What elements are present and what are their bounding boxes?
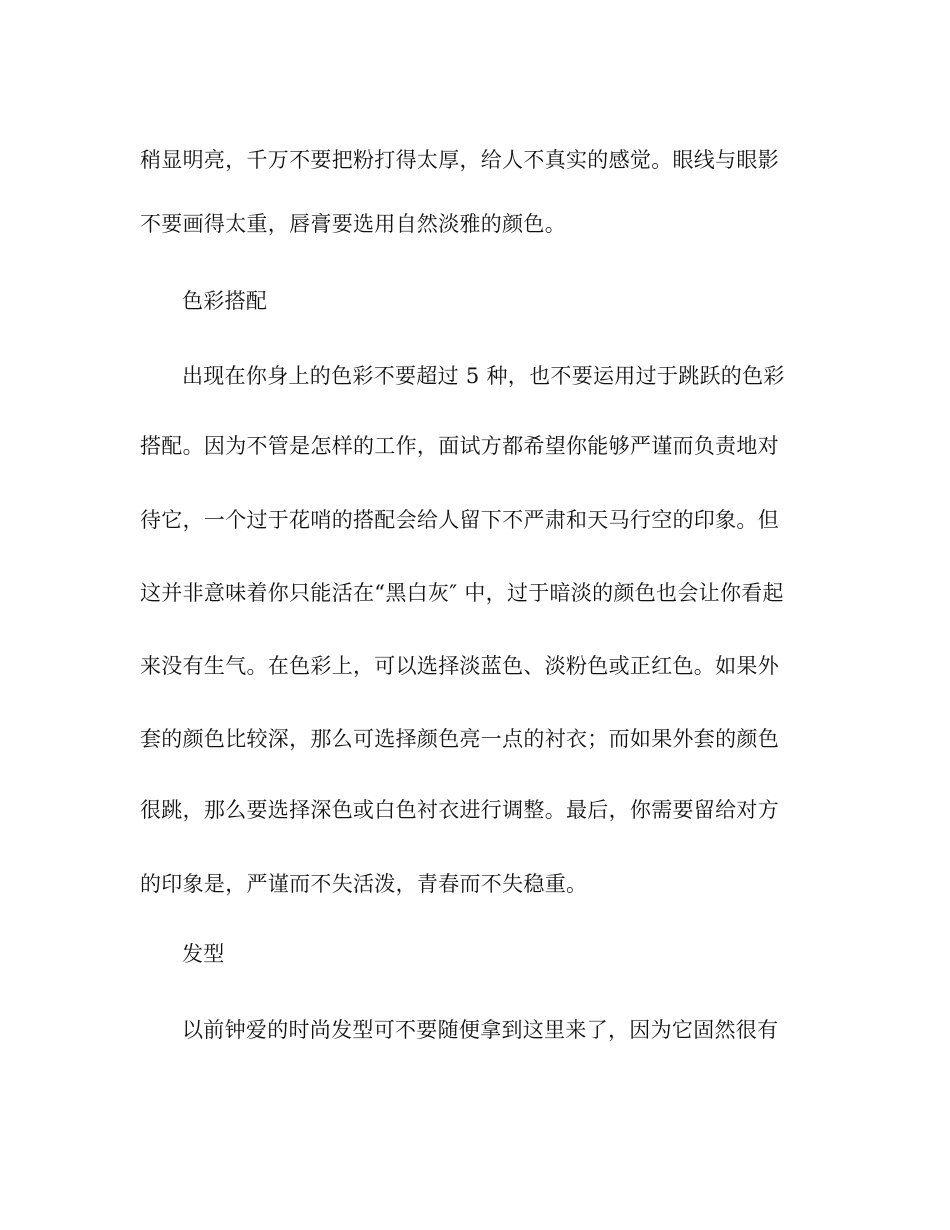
paragraph-line: 不要画得太重，唇膏要选用自然淡雅的颜色。 <box>140 212 566 236</box>
paragraph-line: 的印象是，严谨而不失活泼，青春而不失稳重。 <box>140 872 588 896</box>
paragraph-line: 出现在你身上的色彩不要超过 5 种，也不要运用过于跳跃的色彩 <box>182 364 785 388</box>
paragraph-line: 这并非意味着你只能活在“黑白灰″ 中，过于暗淡的颜色也会让你看起 <box>140 581 784 605</box>
paragraph-line: 套的颜色比较深，那么可选择颜色亮一点的衬衣；而如果外套的颜色 <box>140 727 779 751</box>
paragraph-line: 搭配。因为不管是怎样的工作，面试方都希望你能够严谨而负责地对 <box>140 434 779 458</box>
paragraph-line: 来没有生气。在色彩上，可以选择淡蓝色、淡粉色或正红色。如果外 <box>140 654 779 678</box>
paragraph-line: 待它，一个过于花哨的搭配会给人留下不严肃和天马行空的印象。但 <box>140 508 779 532</box>
section-heading: 发型 <box>182 942 225 966</box>
paragraph-line: 稍显明亮，千万不要把粉打得太厚，给人不真实的感觉。眼线与眼影 <box>140 148 779 172</box>
paragraph-line: 以前钟爱的时尚发型可不要随便拿到这里来了，因为它固然很有 <box>182 1018 779 1042</box>
paragraph-line: 很跳，那么要选择深色或白色衬衣进行调整。最后，你需要留给对方 <box>140 798 779 822</box>
section-heading: 色彩搭配 <box>182 289 268 313</box>
